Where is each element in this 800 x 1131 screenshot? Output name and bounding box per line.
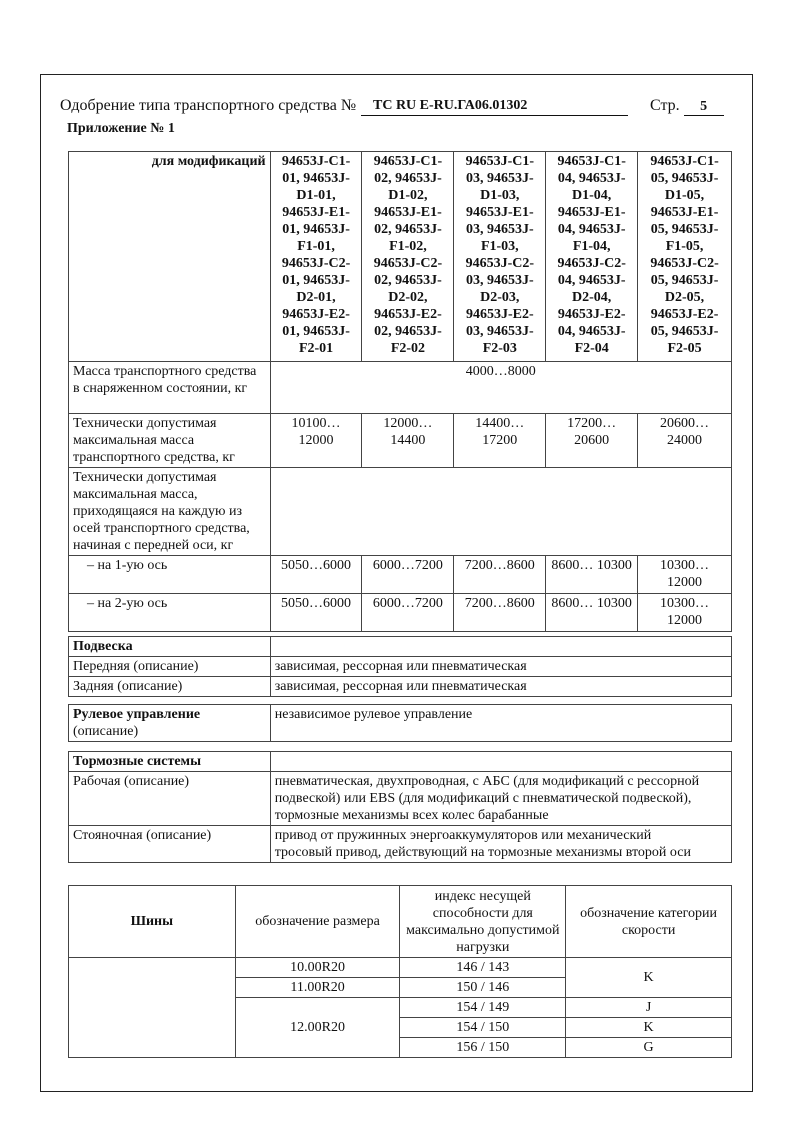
axle1-label: – на 1-ую ось <box>69 556 271 594</box>
brakes-title: Тормозные системы <box>69 752 271 772</box>
axle1-value: 5050…6000 <box>270 556 362 594</box>
modification-group-5: 94653J-C1-05, 94653J-D1-05, 94653J-E1-05, 94653J-F1-05, 94653J-C2-05, 94653J-D2-05, 94653J-E2-05, 94653J-F2-05 <box>638 152 732 362</box>
axle1-value: 6000…7200 <box>362 556 454 594</box>
steering-title: Рулевое управление <box>73 707 201 722</box>
suspension-table <box>68 636 732 697</box>
modifications-header: для модификаций <box>69 152 271 362</box>
tires-title: Шины <box>69 886 236 958</box>
service-brake-label: Рабочая (описание) <box>69 772 271 826</box>
steering-table <box>68 704 732 742</box>
page-number: 5 <box>684 99 724 116</box>
brakes-table <box>68 751 732 863</box>
tire-speed-category: K <box>566 958 732 998</box>
curb-mass-label: Масса транспортного средства в снаряженном состоянии, кг <box>69 362 271 414</box>
steering-title-suffix: (описание) <box>73 724 139 739</box>
modification-group-2: 94653J-C1-02, 94653J-D1-02, 94653J-E1-02, 94653J-F1-02, 94653J-C2-02, 94653J-D2-02, 94653J-E2-02, 94653J-F2-02 <box>362 152 454 362</box>
axle1-value: 10300… 12000 <box>638 556 732 594</box>
tire-size-header: обозначение размера <box>235 886 400 958</box>
axle-mass-label: Технически допустимая максимальная масса, приходящаяся на каждую из осей транспортного средства, начиная с передней оси, кг <box>69 468 271 556</box>
header-title: Одобрение типа транспортного средства № <box>60 97 357 114</box>
tire-speed-header: обозначение категории скорости <box>566 886 732 958</box>
max-mass-value: 12000… 14400 <box>362 414 454 468</box>
appendix-label: Приложение № 1 <box>67 121 175 136</box>
steering-value: независимое рулевое управление <box>270 705 731 742</box>
document-header <box>60 97 740 119</box>
axle-mass-blank <box>270 468 731 556</box>
tire-load-index: 156 / 150 <box>400 1038 566 1058</box>
tire-size: 12.00R20 <box>235 998 400 1058</box>
mass-table <box>68 151 732 632</box>
max-mass-value: 17200… 20600 <box>546 414 638 468</box>
suspension-blank <box>270 637 731 657</box>
curb-mass-value: 4000…8000 <box>270 362 731 414</box>
tire-size: 11.00R20 <box>235 978 400 998</box>
steering-label <box>69 705 271 742</box>
page-indicator <box>650 97 724 116</box>
front-suspension-value: зависимая, рессорная или пневматическая <box>270 657 731 677</box>
suspension-title: Подвеска <box>69 637 271 657</box>
approval-number: ТС RU E-RU.ГА06.01302 <box>361 97 628 116</box>
max-mass-label: Технически допустимая максимальная масса транспортного средства, кг <box>69 414 271 468</box>
axle2-value: 6000…7200 <box>362 594 454 632</box>
brakes-blank <box>270 752 731 772</box>
front-suspension-label: Передняя (описание) <box>69 657 271 677</box>
tires-table <box>68 885 732 1058</box>
parking-brake-value: привод от пружинных энергоаккумуляторов или механический тросовый привод, действующий на тормозные механизмы второй оси <box>270 826 731 863</box>
max-mass-value: 10100… 12000 <box>270 414 362 468</box>
parking-brake-label: Стояночная (описание) <box>69 826 271 863</box>
tires-blank <box>69 958 236 1058</box>
service-brake-value: пневматическая, двухпроводная, с АБС (для модификаций с рессорной подвеской) или EBS (для модификаций с пневматической подвеской), тормозные механизмы всех колес барабанные <box>270 772 731 826</box>
rear-suspension-label: Задняя (описание) <box>69 677 271 697</box>
tire-speed-category: J <box>566 998 732 1018</box>
tire-speed-category: K <box>566 1018 732 1038</box>
tire-load-header: индекс несущей способности для максимально допустимой нагрузки <box>400 886 566 958</box>
tire-load-index: 146 / 143 <box>400 958 566 978</box>
modification-group-4: 94653J-C1-04, 94653J-D1-04, 94653J-E1-04, 94653J-F1-04, 94653J-C2-04, 94653J-D2-04, 94653J-E2-04, 94653J-F2-04 <box>546 152 638 362</box>
modification-group-3: 94653J-C1-03, 94653J-D1-03, 94653J-E1-03, 94653J-F1-03, 94653J-C2-03, 94653J-D2-03, 94653J-E2-03, 94653J-F2-03 <box>454 152 546 362</box>
axle2-value: 7200…8600 <box>454 594 546 632</box>
tire-load-index: 154 / 149 <box>400 998 566 1018</box>
max-mass-value: 20600… 24000 <box>638 414 732 468</box>
rear-suspension-value: зависимая, рессорная или пневматическая <box>270 677 731 697</box>
modification-group-1: 94653J-C1-01, 94653J-D1-01, 94653J-E1-01, 94653J-F1-01, 94653J-C2-01, 94653J-D2-01, 94653J-E2-01, 94653J-F2-01 <box>270 152 362 362</box>
tire-load-index: 150 / 146 <box>400 978 566 998</box>
page-label: Стр. <box>650 97 680 114</box>
axle2-value: 10300… 12000 <box>638 594 732 632</box>
axle2-label: – на 2-ую ось <box>69 594 271 632</box>
max-mass-value: 14400… 17200 <box>454 414 546 468</box>
axle1-value: 7200…8600 <box>454 556 546 594</box>
axle2-value: 5050…6000 <box>270 594 362 632</box>
tire-speed-category: G <box>566 1038 732 1058</box>
axle1-value: 8600… 10300 <box>546 556 638 594</box>
tire-size: 10.00R20 <box>235 958 400 978</box>
axle2-value: 8600… 10300 <box>546 594 638 632</box>
tire-load-index: 154 / 150 <box>400 1018 566 1038</box>
